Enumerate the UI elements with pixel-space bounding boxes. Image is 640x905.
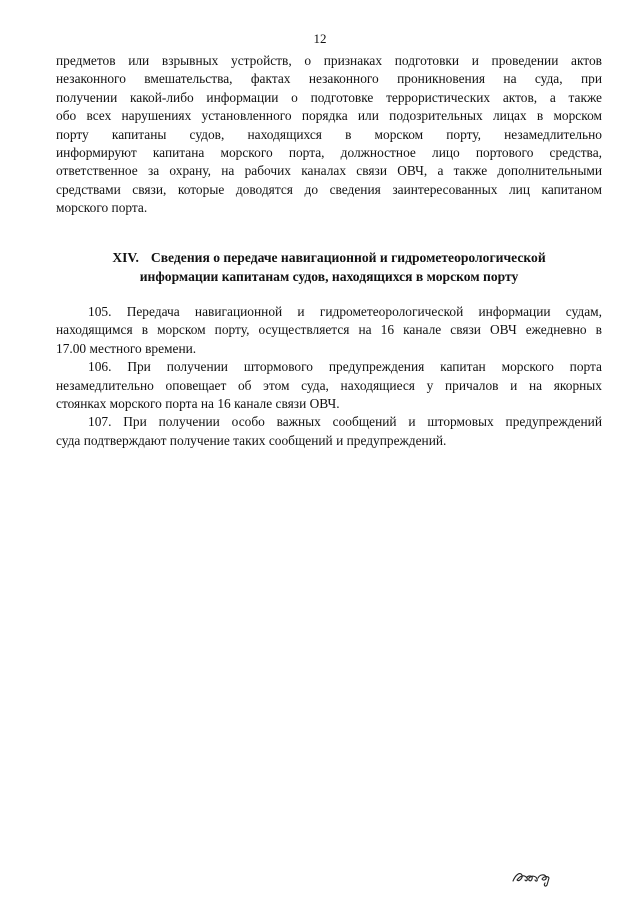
text-line: предметов или взрывных устройств, о признаках подготовки и проведении актов bbox=[56, 53, 602, 68]
handwritten-initials-icon bbox=[510, 866, 558, 888]
paragraph-107-line: 107. При получении особо важных сообщений и штормовых предупреждений bbox=[88, 414, 602, 430]
section-title-line: информации капитанам судов, находящихся в морском порту bbox=[139, 269, 519, 284]
paragraph-105-line: 17.00 местного времени. bbox=[56, 340, 197, 356]
paragraph-105-line: находящимся в морском порту, осуществляется на 16 канале связи ОВЧ ежедневно в bbox=[56, 322, 602, 338]
section-title-line: Сведения о передаче навигационной и гидрометеорологической bbox=[150, 250, 546, 265]
text-line: получении какой-либо информации о подготовке террористических актов, а также bbox=[56, 89, 602, 105]
intro-paragraph bbox=[56, 52, 602, 218]
paragraph-107-line: суда подтверждают получение таких сообщений и предупреждений. bbox=[56, 432, 447, 448]
section-heading bbox=[56, 248, 602, 286]
page-number: 12 bbox=[313, 31, 327, 46]
text-line: незаконного вмешательства, фактах незаконного проникновения на суда, при bbox=[56, 71, 602, 87]
text-line: средствами связи, которые доводятся до сведения заинтересованных лиц капитаном bbox=[56, 181, 602, 197]
section-numeral: XIV. bbox=[112, 250, 139, 265]
text-line: ответственное за охрану, на рабочих каналах связи ОВЧ, а также дополнительными bbox=[56, 163, 602, 179]
paragraph-106-line: стоянках морского порта на 16 канале связи ОВЧ. bbox=[56, 395, 340, 411]
paragraph-106-line: 106. При получении штормового предупреждения капитан морского порта bbox=[88, 359, 602, 375]
section-heading-line bbox=[56, 248, 602, 267]
text-line: порту капитаны судов, находящихся в морском порту, незамедлительно bbox=[56, 126, 602, 142]
text-line: информируют капитана морского порта, должностное лицо портового средства, bbox=[56, 144, 602, 160]
text-line: обо всех нарушениях установленного порядка или подозрительных лицах в морском bbox=[56, 108, 602, 124]
paragraph-105-line: 105. Передача навигационной и гидрометеорологической информации судам, bbox=[88, 304, 602, 319]
text-line: морского порта. bbox=[56, 200, 148, 216]
section-body bbox=[56, 303, 602, 450]
paragraph-106-line: незамедлительно оповещает об этом суда, находящиеся у причалов и на якорных bbox=[56, 377, 602, 393]
